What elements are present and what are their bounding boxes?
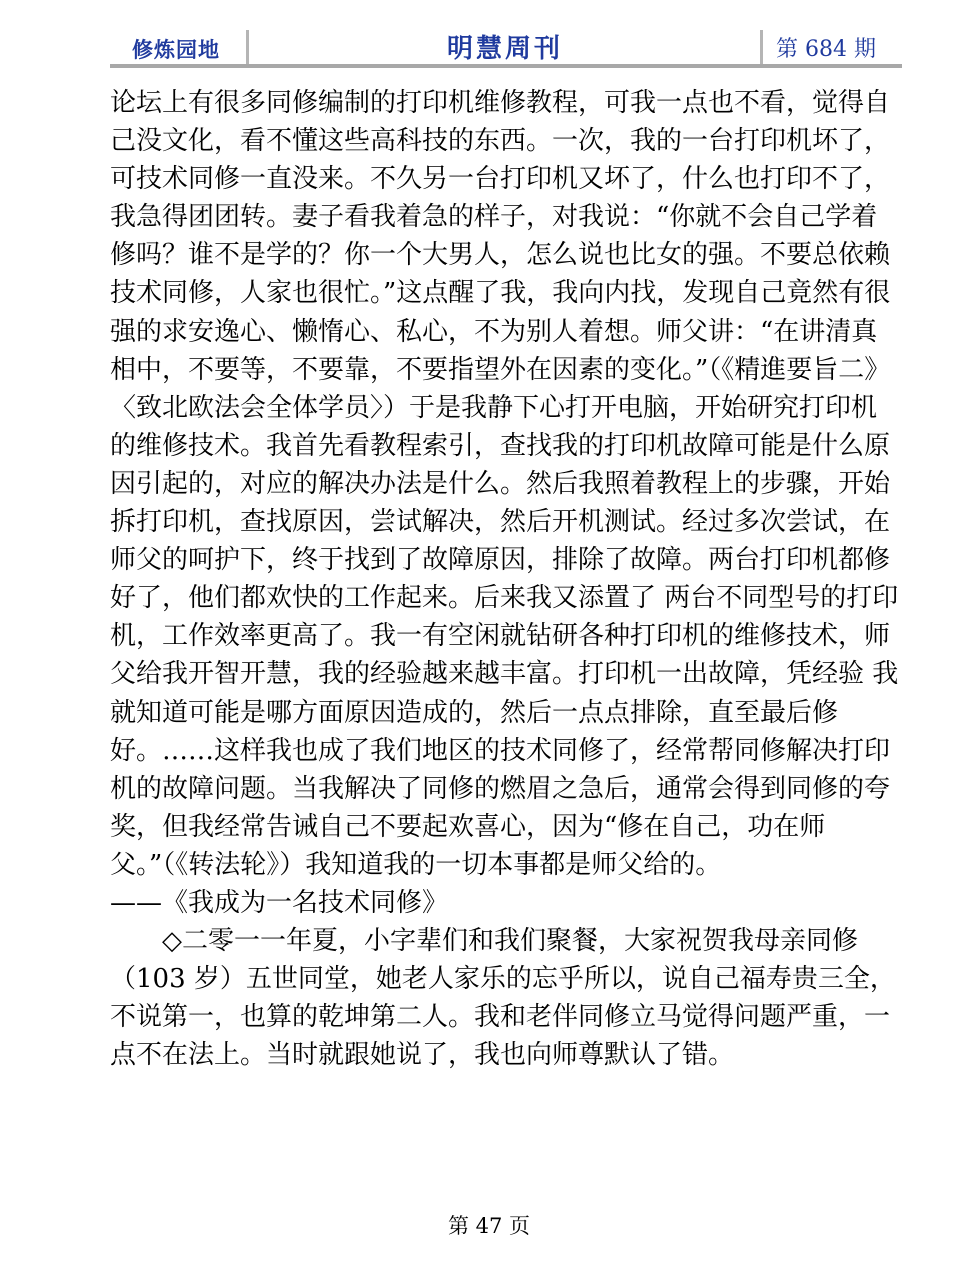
article-paragraph: 论坛上有很多同修编制的打印机维修教程，可我一点也不看，觉得自己没文化，看不懂这些高科技的东西。一次，我的一台打印机坏了，可技术同修一直没来。不久另一台打印机又坏了，什么也打印不了，我急得团团转。妻子看我着急的样子，对我说：“你就不会自己学着修吗？谁不是学的？你一个大男人，怎么说也比女的强。不要总依赖技术同修，人家也很忙。”这点醒了我，我向内找，发现自己竟然有很强的求安逸心、懒惰心、私心，不为别人着想。师父讲：“在讲清真相中，不要等，不要靠，不要指望外在因素的变化。”（《精進要旨二》〈致北欧法会全体学员〉）于是我静下心打开电脑，开始研究打印机的维修技术。我首先看教程索引，查找我的打印机故障可能是什么原因引起的，对应的解决办法是什么。然后我照着教程上的步骤，开始拆打印机，查找原因，尝试解决，然后开机测试。经过多次尝试，在师父的呵护下，终于找到了故障原因，排除了故障。两台打印机都修好了，他们都欢快的工作起来。后来我又添置了 两台不同型号的打印机，工作效率更高了。我一有空闲就钻研各种打印机的维修技术，师父给我开智开慧，我的经验越来越丰富。打印机一出故障，凭经验 我就知道可能是哪方面原因造成的，然后一点点排除，直至最后修好。……这样我也成了我们地区的技术同修了，经常帮同修解决打印机的故障问题。当我解决了同修的燃眉之急后，通常会得到同修的夸奖，但我经常告诫自己不要起欢喜心，因为“修在自己，功在师父。”（《转法轮》）我知道我的一切本事都是师父给的。 — [110, 88, 899, 880]
header-rule — [110, 64, 902, 68]
page-header — [110, 24, 900, 66]
article-paragraph: ◇二零一一年夏，小字辈们和我们聚餐，大家祝贺我母亲同修（103 岁）五世同堂，她老人家乐的忘乎所以，说自己福寿贵三全，不说第一，也算的乾坤第二人。我和老伴同修立马觉得问题严重，一点不在法上。当时就跟她说了，我也向师尊默认了错。 — [110, 926, 896, 1071]
publication-title: 明慧周刊 — [446, 34, 563, 64]
header-divider-right — [760, 30, 763, 64]
article-body — [110, 84, 900, 1074]
issue-number: 第 684 期 — [776, 37, 876, 62]
page-number: 第 47 页 — [447, 1214, 531, 1238]
section-title: 修炼园地 — [132, 38, 220, 62]
article-source: ——《我成为一名技术同修》 — [110, 887, 449, 918]
